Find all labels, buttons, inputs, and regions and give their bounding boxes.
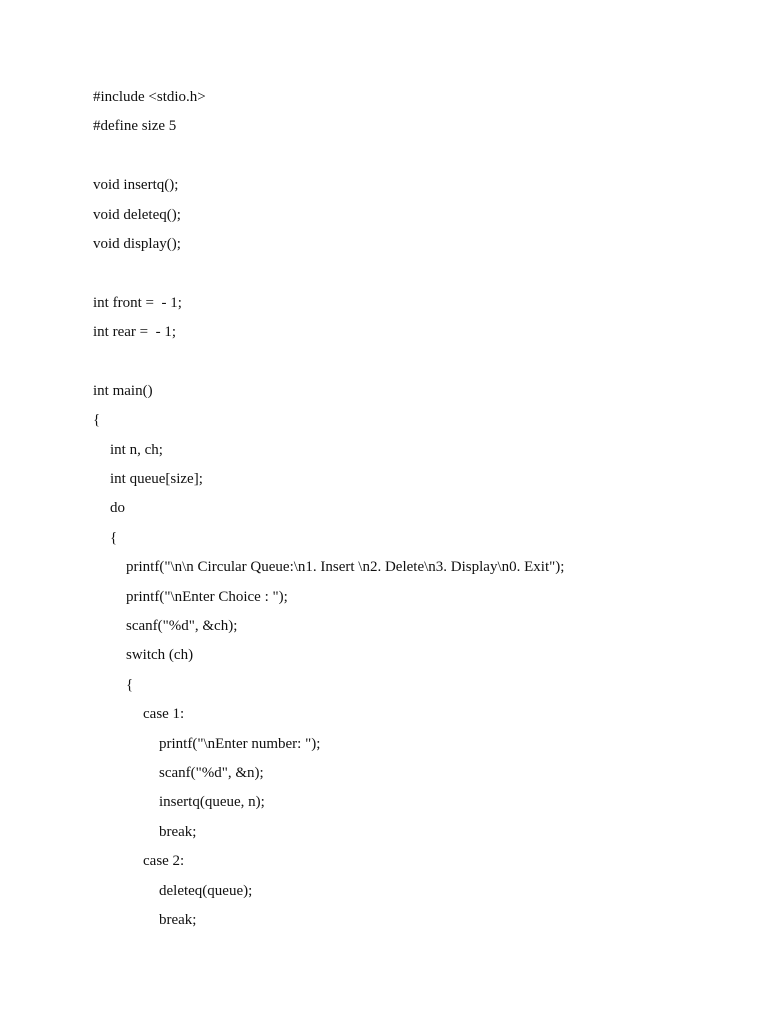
code-line: void deleteq(); [93,206,181,223]
code-line: case 1: [143,706,185,723]
code-line: scanf("%d", &n); [159,764,264,781]
code-line: deleteq(queue); [159,882,253,899]
blank-line [93,350,743,379]
code-line: insertq(queue, n); [159,794,265,811]
code-line: #include <stdio.h> [93,89,206,105]
code-line: int main() [93,382,153,399]
code-line: printf("\nEnter Choice : "); [126,588,288,605]
code-line: case 2: [143,853,185,870]
blank-line [93,144,743,173]
code-line: int n, ch; [110,441,163,458]
code-line: int rear = - 1; [93,324,177,341]
code-line: #define size 5 [93,118,177,135]
code-line: printf("\nEnter number: "); [159,735,321,752]
code-line: void insertq(); [93,177,179,194]
code-line: int queue[size]; [110,471,203,488]
code-line: scanf("%d", &ch); [126,618,238,635]
code-line: do [110,500,125,517]
code-line: { [110,529,118,546]
code-line: { [93,412,101,429]
blank-line [93,261,743,290]
code-line: break; [159,911,197,928]
code-line: { [126,676,134,693]
code-listing [93,85,743,937]
code-line: break; [159,823,197,840]
code-line: void display(); [93,235,181,252]
code-line: printf("\n\n Circular Queue:\n1. Insert \n2. Delete\n3. Display\n0. Exit"); [126,559,565,576]
code-line: switch (ch) [126,647,194,664]
code-line: int front = - 1; [93,294,182,311]
